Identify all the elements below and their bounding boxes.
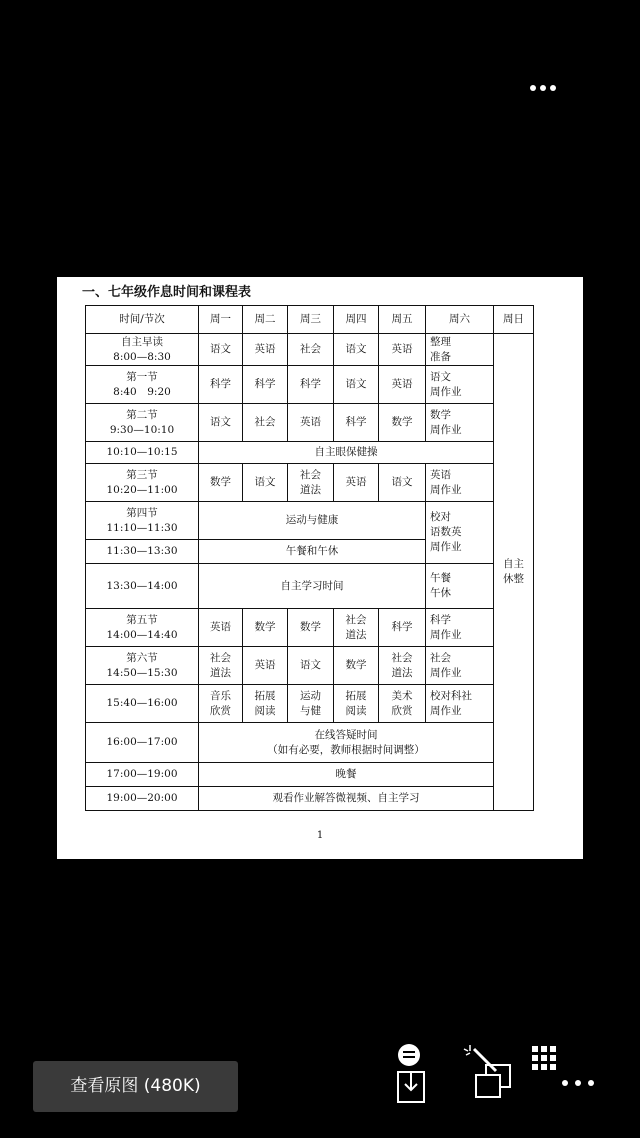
time-cell: 11:30—13:30	[86, 540, 199, 564]
document-title: 一、七年级作息时间和课程表	[82, 285, 252, 300]
cell: 科学	[334, 404, 379, 442]
download-icon[interactable]	[392, 1042, 432, 1104]
time-cell: 第三节 10:20—11:00	[86, 464, 199, 502]
merged-cell: 观看作业解答微视频、自主学习	[199, 787, 494, 811]
more-icon[interactable]	[530, 78, 560, 98]
cell: 语文 周作业	[426, 366, 494, 404]
cell: 校对科社 周作业	[426, 685, 494, 723]
table-row	[86, 763, 534, 787]
cell: 数学	[288, 609, 334, 647]
cell: 科学	[243, 366, 288, 404]
page-number: 1	[316, 830, 324, 841]
table-row	[86, 564, 534, 609]
cell: 数学	[199, 464, 243, 502]
table-row	[86, 464, 534, 502]
cell: 英语	[243, 647, 288, 685]
cell: 美术 欣赏	[379, 685, 426, 723]
cell: 语文	[243, 464, 288, 502]
edit-magic-icon[interactable]	[460, 1043, 516, 1101]
table-row	[86, 502, 534, 540]
merged-cell: 午餐和午休	[199, 540, 426, 564]
merged-cell: 运动与健康	[199, 502, 426, 540]
view-original-button[interactable]: 查看原图 (480K)	[33, 1061, 238, 1112]
cell: 语文	[334, 366, 379, 404]
time-cell: 第四节 11:10—11:30	[86, 502, 199, 540]
cell: 科学 周作业	[426, 609, 494, 647]
cell: 运动 与健	[288, 685, 334, 723]
cell: 科学	[379, 609, 426, 647]
document-page	[57, 277, 583, 859]
table-row	[86, 723, 534, 763]
header-cell: 周日	[494, 306, 534, 334]
table-row	[86, 647, 534, 685]
time-cell: 第二节 9:30—10:10	[86, 404, 199, 442]
table-row	[86, 685, 534, 723]
cell: 语文	[288, 647, 334, 685]
cell: 语文	[379, 464, 426, 502]
table-row	[86, 442, 534, 464]
cell: 拓展 阅读	[334, 685, 379, 723]
more-icon[interactable]	[562, 1077, 596, 1089]
table-row	[86, 787, 534, 811]
grid-icon[interactable]	[530, 1044, 558, 1072]
time-cell: 15:40—16:00	[86, 685, 199, 723]
table-row	[86, 404, 534, 442]
table-row	[86, 334, 534, 366]
table-header-row	[86, 306, 534, 334]
cell: 社会 道法	[199, 647, 243, 685]
cell: 社会 周作业	[426, 647, 494, 685]
cell: 英语	[334, 464, 379, 502]
cell: 数学 周作业	[426, 404, 494, 442]
time-cell: 17:00—19:00	[86, 763, 199, 787]
cell: 科学	[288, 366, 334, 404]
cell: 社会 道法	[288, 464, 334, 502]
time-cell: 第五节 14:00—14:40	[86, 609, 199, 647]
cell: 数学	[379, 404, 426, 442]
table-row	[86, 609, 534, 647]
table-row	[86, 366, 534, 404]
header-cell: 周三	[288, 306, 334, 334]
header-cell: 周一	[199, 306, 243, 334]
cell: 英语	[379, 366, 426, 404]
cell: 社会	[288, 334, 334, 366]
cell: 科学	[199, 366, 243, 404]
cell: 拓展 阅读	[243, 685, 288, 723]
time-cell: 第六节 14:50—15:30	[86, 647, 199, 685]
time-cell: 16:00—17:00	[86, 723, 199, 763]
cell: 数学	[334, 647, 379, 685]
merged-cell: 自主眼保健操	[199, 442, 494, 464]
header-cell: 周四	[334, 306, 379, 334]
cell: 音乐 欣赏	[199, 685, 243, 723]
header-cell: 周二	[243, 306, 288, 334]
time-cell: 第一节 8:40 9:20	[86, 366, 199, 404]
cell: 英语	[288, 404, 334, 442]
time-cell: 自主早读 8:00—8:30	[86, 334, 199, 366]
header-cell: 时间/节次	[86, 306, 199, 334]
time-cell: 10:10—10:15	[86, 442, 199, 464]
cell: 语文	[334, 334, 379, 366]
header-cell: 周五	[379, 306, 426, 334]
cell: 语文	[199, 334, 243, 366]
cell: 英语 周作业	[426, 464, 494, 502]
cell: 午餐 午休	[426, 564, 494, 609]
header-cell: 周六	[426, 306, 494, 334]
cell: 语文	[199, 404, 243, 442]
merged-cell: 晚餐	[199, 763, 494, 787]
sunday-cell: 自主 休整	[494, 334, 534, 811]
time-cell: 13:30—14:00	[86, 564, 199, 609]
cell: 社会	[243, 404, 288, 442]
schedule-table	[85, 305, 534, 811]
cell: 校对 语数英 周作业	[426, 502, 494, 564]
cell: 社会 道法	[334, 609, 379, 647]
cell: 英语	[379, 334, 426, 366]
merged-cell: 在线答疑时间 （如有必要，教师根据时间调整）	[199, 723, 494, 763]
cell: 数学	[243, 609, 288, 647]
cell: 整理 准备	[426, 334, 494, 366]
merged-cell: 自主学习时间	[199, 564, 426, 609]
cell: 社会 道法	[379, 647, 426, 685]
cell: 英语	[199, 609, 243, 647]
cell: 英语	[243, 334, 288, 366]
time-cell: 19:00—20:00	[86, 787, 199, 811]
